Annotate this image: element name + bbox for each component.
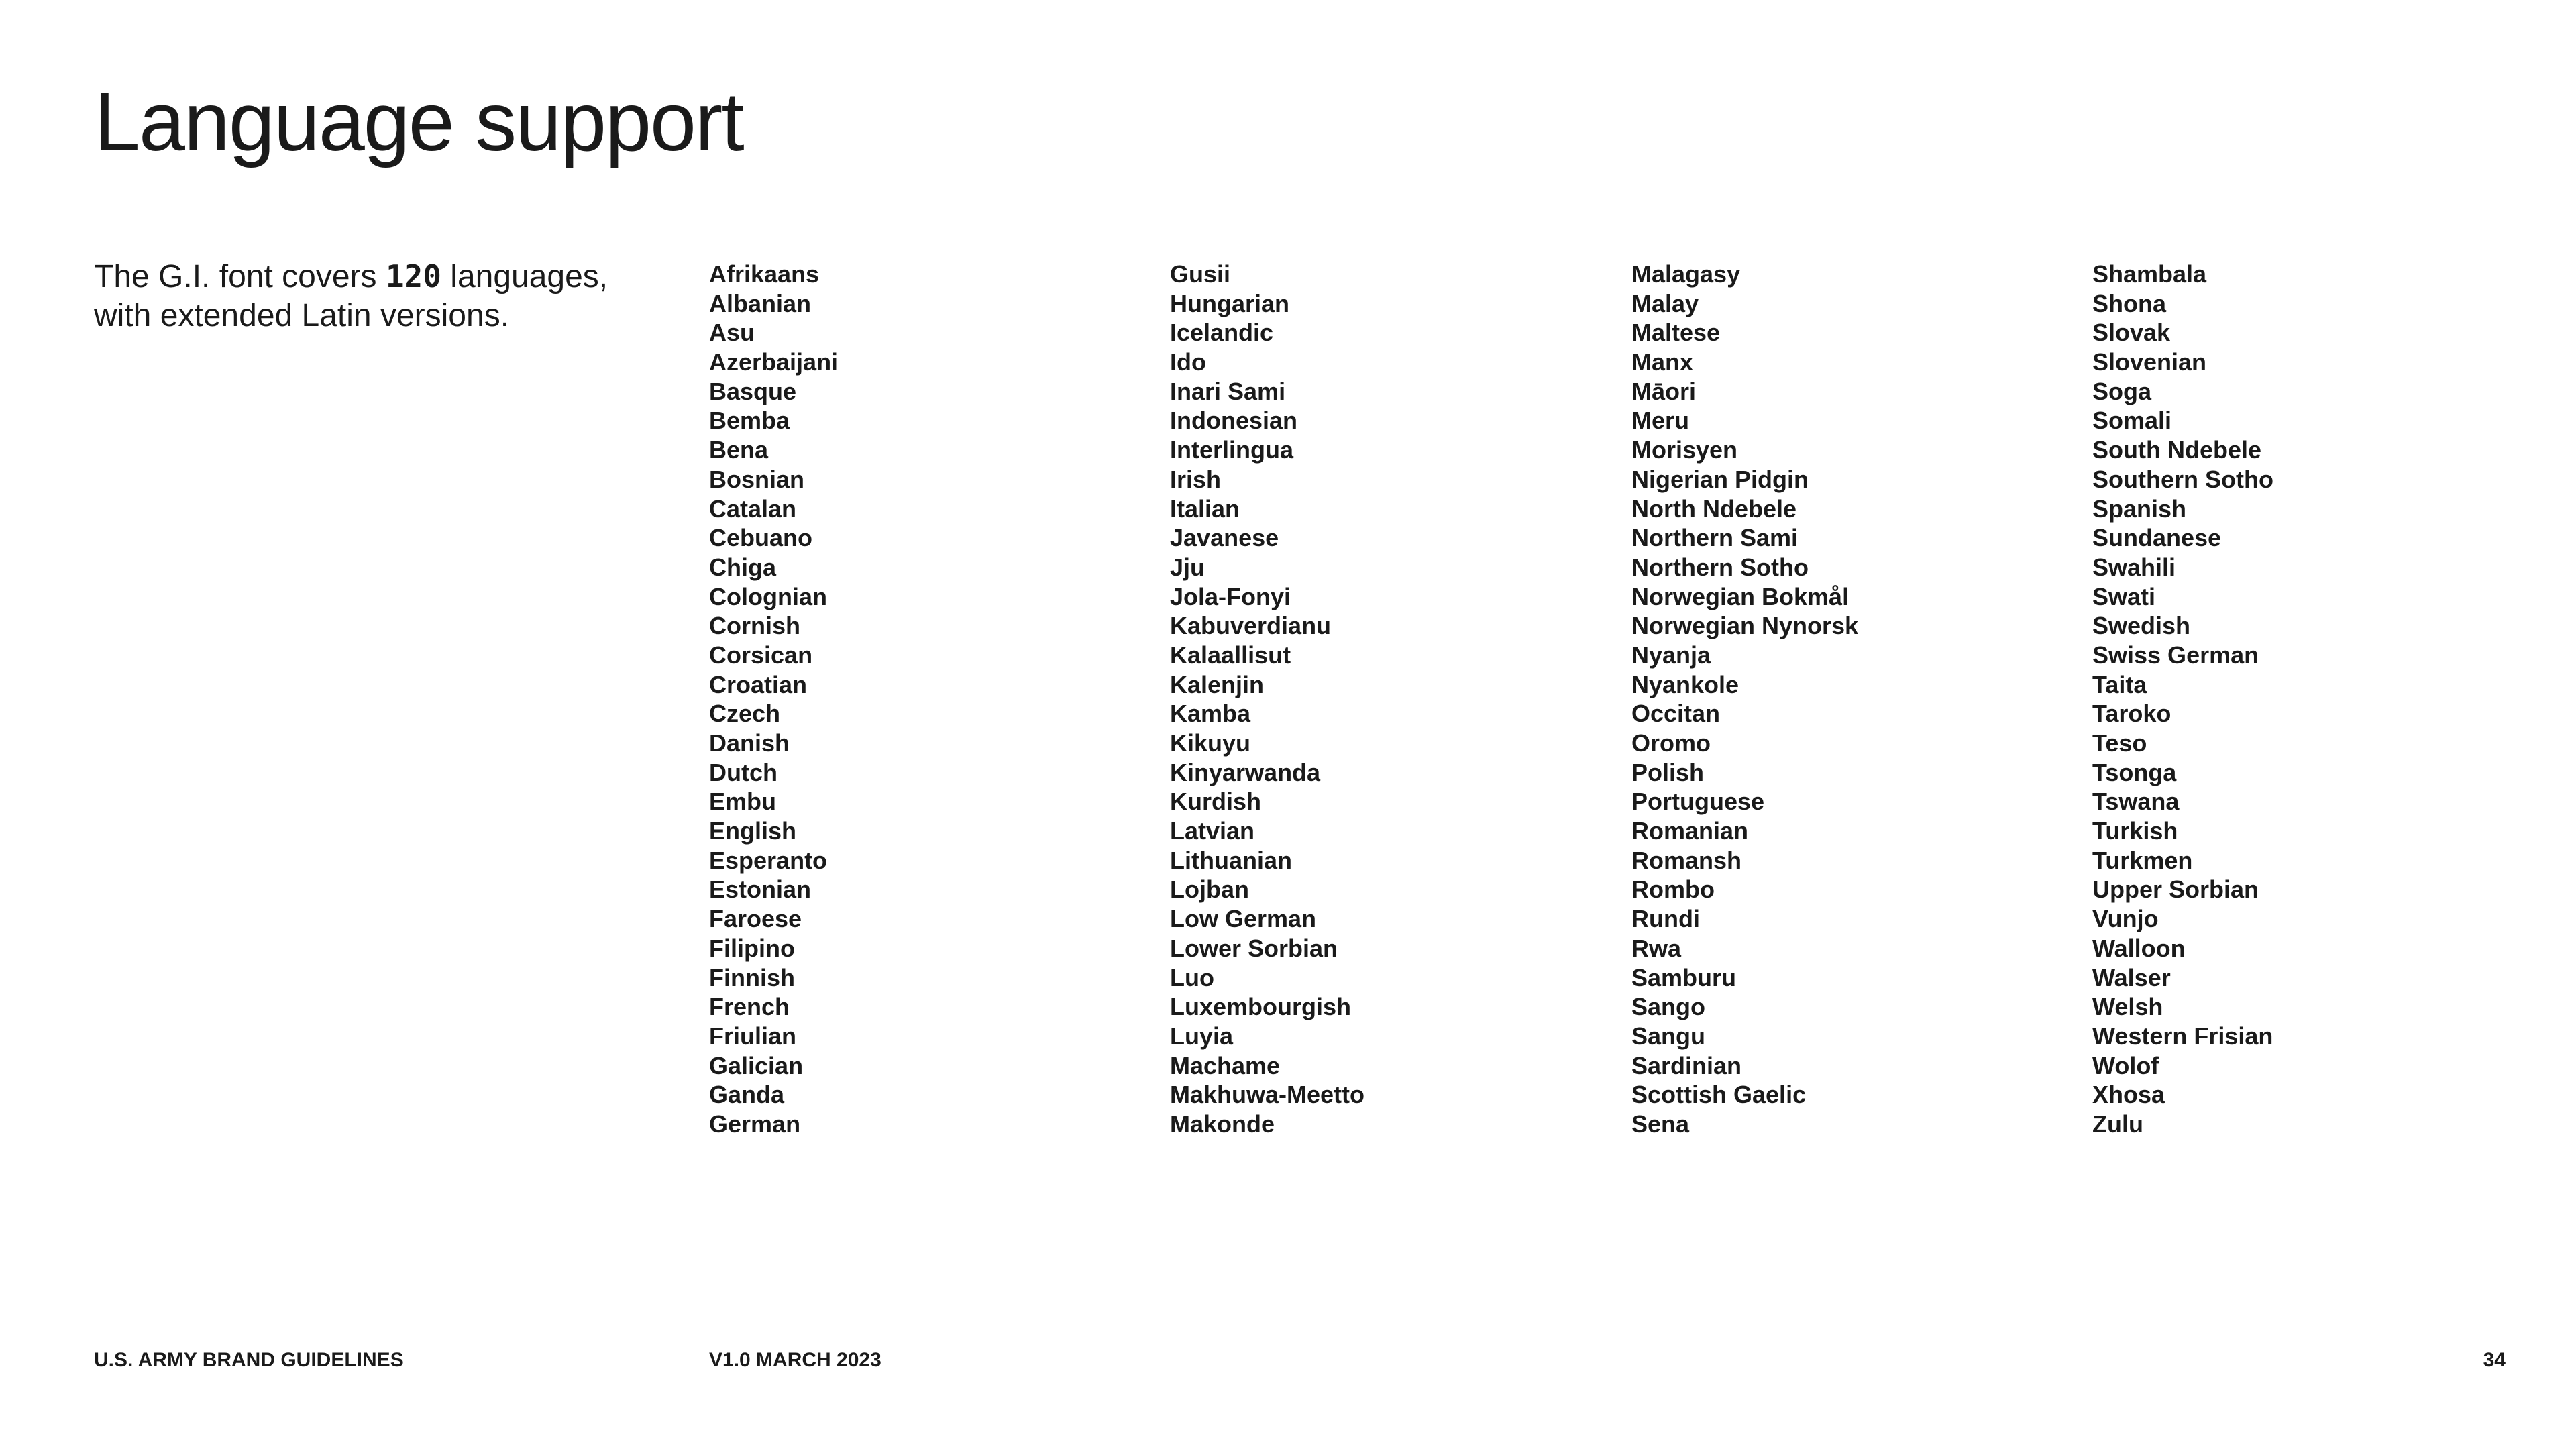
language-item: Māori bbox=[1631, 377, 1697, 405]
language-item: Nyanja bbox=[1631, 641, 1711, 669]
language-column-3 bbox=[1631, 260, 1858, 1139]
language-item: Filipino bbox=[709, 934, 795, 962]
language-item: Ido bbox=[1170, 348, 1206, 376]
language-item: Hungarian bbox=[1170, 289, 1290, 317]
language-item: Basque bbox=[709, 377, 797, 405]
language-item: Swiss German bbox=[2092, 641, 2259, 669]
language-item: Makonde bbox=[1170, 1110, 1275, 1138]
language-item: Low German bbox=[1170, 905, 1317, 933]
language-item: Nigerian Pidgin bbox=[1631, 465, 1809, 493]
language-item: Taroko bbox=[2092, 700, 2171, 728]
language-item: Cebuano bbox=[709, 524, 813, 552]
language-item: Swahili bbox=[2092, 553, 2176, 581]
language-item: Welsh bbox=[2092, 993, 2163, 1021]
language-item: South Ndebele bbox=[2092, 436, 2262, 464]
language-item: Lojban bbox=[1170, 875, 1249, 904]
intro-text-after: languages, with extended Latin versions. bbox=[94, 259, 608, 333]
language-item: Swati bbox=[2092, 582, 2156, 610]
language-item: Rundi bbox=[1631, 905, 1700, 933]
language-item: Italian bbox=[1170, 494, 1240, 523]
language-item: Polish bbox=[1631, 758, 1705, 786]
language-item: French bbox=[709, 993, 790, 1021]
language-item: Croatian bbox=[709, 670, 808, 698]
language-item: Sango bbox=[1631, 993, 1706, 1021]
language-item: Faroese bbox=[709, 905, 802, 933]
language-item: Xhosa bbox=[2092, 1081, 2165, 1109]
language-item: Romanian bbox=[1631, 817, 1749, 845]
language-item: Vunjo bbox=[2092, 905, 2159, 933]
language-item: Lower Sorbian bbox=[1170, 934, 1338, 962]
language-item: Danish bbox=[709, 729, 790, 757]
language-item: Czech bbox=[709, 700, 781, 728]
language-item: Icelandic bbox=[1170, 319, 1274, 347]
language-item: Kinyarwanda bbox=[1170, 758, 1321, 786]
language-item: Estonian bbox=[709, 875, 812, 904]
language-item: Luxembourgish bbox=[1170, 993, 1352, 1021]
footer-page-number: 34 bbox=[2483, 1349, 2506, 1371]
language-item: Northern Sotho bbox=[1631, 553, 1809, 581]
language-item: Spanish bbox=[2092, 494, 2187, 523]
language-column-4 bbox=[2092, 260, 2273, 1139]
language-item: Norwegian Bokmål bbox=[1631, 582, 1849, 610]
language-item: Cornish bbox=[709, 612, 801, 640]
language-item: Western Frisian bbox=[2092, 1022, 2273, 1050]
language-item: Tsonga bbox=[2092, 758, 2177, 786]
language-item: Scottish Gaelic bbox=[1631, 1081, 1807, 1109]
language-item: Rwa bbox=[1631, 934, 1682, 962]
language-item: Occitan bbox=[1631, 700, 1721, 728]
language-item: Sena bbox=[1631, 1110, 1690, 1138]
language-item: Walloon bbox=[2092, 934, 2186, 962]
language-item: Luyia bbox=[1170, 1022, 1234, 1050]
footer-brand: U.S. ARMY BRAND GUIDELINES bbox=[94, 1349, 404, 1371]
language-item: Kurdish bbox=[1170, 788, 1262, 816]
language-item: Esperanto bbox=[709, 846, 828, 874]
language-item: Malagasy bbox=[1631, 260, 1741, 288]
intro-text bbox=[94, 257, 657, 335]
language-item: Meru bbox=[1631, 407, 1690, 435]
language-item: Afrikaans bbox=[709, 260, 820, 288]
language-item: Luo bbox=[1170, 963, 1214, 991]
language-item: Ganda bbox=[709, 1081, 785, 1109]
language-item: Walser bbox=[2092, 963, 2171, 991]
language-item: Sundanese bbox=[2092, 524, 2222, 552]
language-item: Tswana bbox=[2092, 788, 2180, 816]
language-item: Irish bbox=[1170, 465, 1222, 493]
language-item: North Ndebele bbox=[1631, 494, 1797, 523]
language-column-2 bbox=[1170, 260, 1364, 1139]
language-item: Manx bbox=[1631, 348, 1694, 376]
language-item: Dutch bbox=[709, 758, 777, 786]
language-item: Shona bbox=[2092, 289, 2167, 317]
language-item: Azerbaijani bbox=[709, 348, 839, 376]
language-item: Bemba bbox=[709, 407, 790, 435]
language-column-1 bbox=[709, 260, 838, 1139]
language-item: Sardinian bbox=[1631, 1051, 1742, 1079]
language-item: Kamba bbox=[1170, 700, 1251, 728]
language-item: Soga bbox=[2092, 377, 2152, 405]
language-item: Portuguese bbox=[1631, 788, 1765, 816]
language-item: Makhuwa-Meetto bbox=[1170, 1081, 1365, 1109]
language-item: Malay bbox=[1631, 289, 1699, 317]
language-item: Javanese bbox=[1170, 524, 1279, 552]
language-item: Shambala bbox=[2092, 260, 2207, 288]
language-item: Southern Sotho bbox=[2092, 465, 2273, 493]
language-item: Inari Sami bbox=[1170, 377, 1286, 405]
language-item: Turkish bbox=[2092, 817, 2178, 845]
language-item: Albanian bbox=[709, 289, 812, 317]
language-item: Upper Sorbian bbox=[2092, 875, 2259, 904]
language-item: Maltese bbox=[1631, 319, 1721, 347]
language-item: Slovak bbox=[2092, 319, 2171, 347]
language-item: Rombo bbox=[1631, 875, 1715, 904]
language-item: Colognian bbox=[709, 582, 827, 610]
language-item: Bena bbox=[709, 436, 769, 464]
language-item: Indonesian bbox=[1170, 407, 1298, 435]
language-item: Kikuyu bbox=[1170, 729, 1251, 757]
language-item: Finnish bbox=[709, 963, 795, 991]
language-item: Slovenian bbox=[2092, 348, 2207, 376]
language-item: Wolof bbox=[2092, 1051, 2159, 1079]
footer-version: V1.0 MARCH 2023 bbox=[709, 1349, 881, 1371]
language-item: Machame bbox=[1170, 1051, 1281, 1079]
page-title: Language support bbox=[94, 76, 743, 168]
language-item: Friulian bbox=[709, 1022, 797, 1050]
language-item: German bbox=[709, 1110, 801, 1138]
language-item: Jola-Fonyi bbox=[1170, 582, 1291, 610]
language-item: Kalenjin bbox=[1170, 670, 1265, 698]
language-item: Norwegian Nynorsk bbox=[1631, 612, 1859, 640]
language-item: Galician bbox=[709, 1051, 804, 1079]
language-item: Swedish bbox=[2092, 612, 2191, 640]
language-item: Catalan bbox=[709, 494, 797, 523]
intro-text-before: The G.I. font covers bbox=[94, 259, 386, 294]
language-item: Morisyen bbox=[1631, 436, 1738, 464]
language-item: Chiga bbox=[709, 553, 777, 581]
language-item: English bbox=[709, 817, 797, 845]
language-item: Asu bbox=[709, 319, 755, 347]
language-item: Zulu bbox=[2092, 1110, 2143, 1138]
language-item: Teso bbox=[2092, 729, 2147, 757]
language-count: 120 bbox=[385, 258, 441, 294]
language-item: Turkmen bbox=[2092, 846, 2193, 874]
language-item: Sangu bbox=[1631, 1022, 1706, 1050]
language-item: Interlingua bbox=[1170, 436, 1294, 464]
language-item: Embu bbox=[709, 788, 777, 816]
language-item: Bosnian bbox=[709, 465, 805, 493]
language-item: Corsican bbox=[709, 641, 813, 669]
language-item: Samburu bbox=[1631, 963, 1737, 991]
language-item: Latvian bbox=[1170, 817, 1255, 845]
language-item: Lithuanian bbox=[1170, 846, 1292, 874]
language-item: Romansh bbox=[1631, 846, 1742, 874]
language-item: Kabuverdianu bbox=[1170, 612, 1332, 640]
language-item: Jju bbox=[1170, 553, 1205, 581]
language-item: Northern Sami bbox=[1631, 524, 1799, 552]
language-item: Taita bbox=[2092, 670, 2147, 698]
language-item: Oromo bbox=[1631, 729, 1711, 757]
language-item: Gusii bbox=[1170, 260, 1231, 288]
language-item: Kalaallisut bbox=[1170, 641, 1291, 669]
language-item: Somali bbox=[2092, 407, 2172, 435]
language-item: Nyankole bbox=[1631, 670, 1739, 698]
